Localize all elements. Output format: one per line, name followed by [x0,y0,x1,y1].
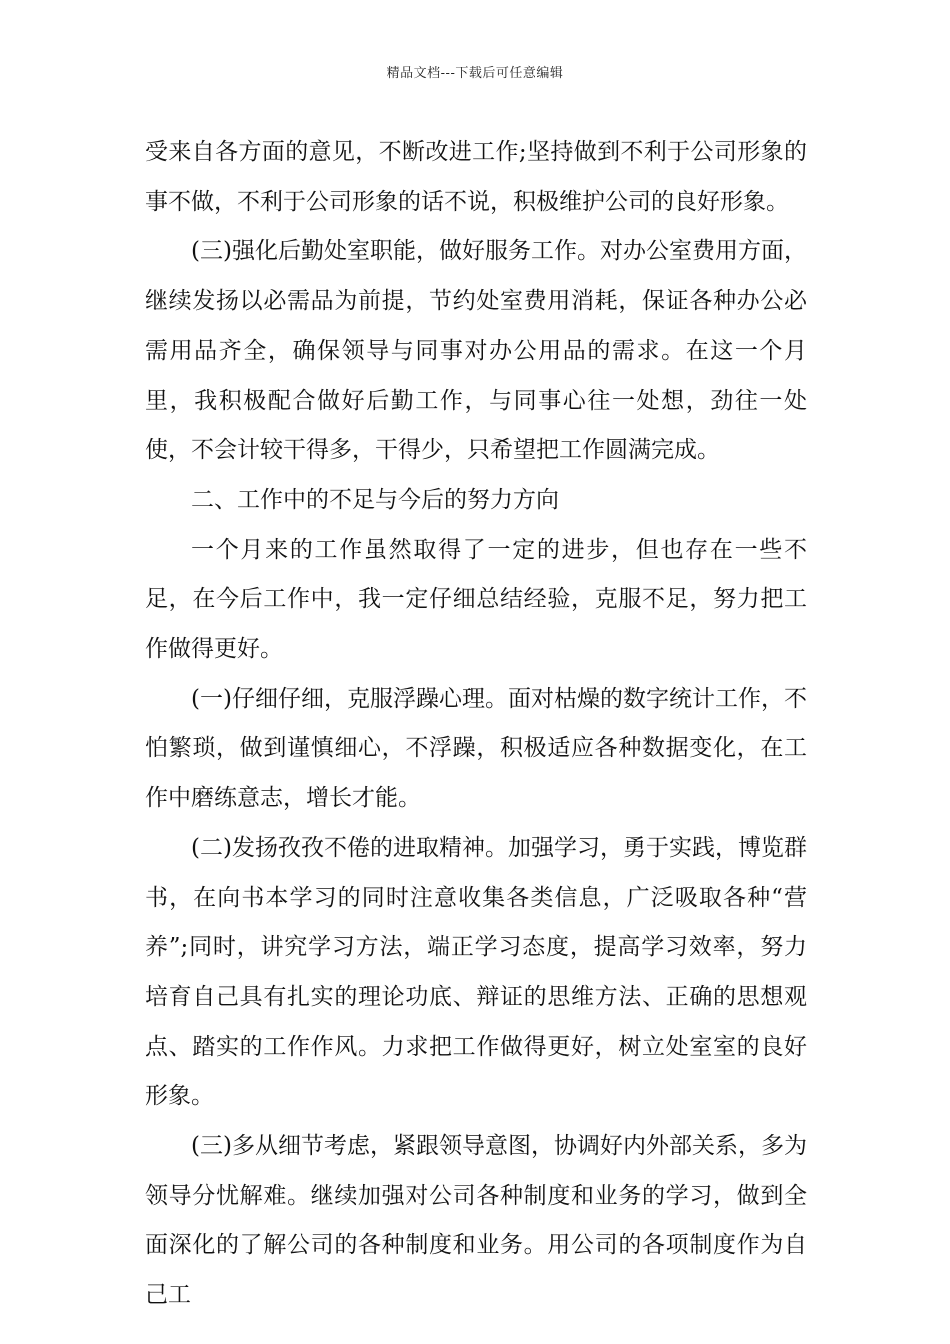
paragraph-item-three: (三)多从细节考虑，紧跟领导意图，协调好内外部关系，多为领导分忧解难。继续加强对公司各种制度和业务的学习，做到全面深化的了解公司的各种制度和业务。用公司的各项制度作为自己工 [145,1133,807,1309]
paragraph-summary: 一个月来的工作虽然取得了一定的进步，但也存在一些不足，在今后工作中，我一定仔细总结经验，克服不足，努力把工作做得更好。 [145,536,807,663]
paragraph-logistics: (三)强化后勤处室职能，做好服务工作。对办公室费用方面，继续发扬以必需品为前提，节约处室费用消耗，保证各种办公必需用品齐全，确保领导与同事对办公用品的需求。在这一个月里，我积极配合做好后勤工作，与同事心往一处想，劲往一处使，不会计较干得多，干得少，只希望把工作圆满完成。 [145,238,807,464]
paragraph-item-one: (一)仔细仔细，克服浮躁心理。面对枯燥的数字统计工作，不怕繁琐，做到谨慎细心，不浮躁，积极适应各种数据变化，在工作中磨练意志，增长才能。 [145,685,807,812]
section-heading-shortcomings: 二、工作中的不足与今后的努力方向 [191,486,559,513]
paragraph-continuation: 受来自各方面的意见，不断改进工作;坚持做到不利于公司形象的事不做，不利于公司形象的话不说，积极维护公司的良好形象。 [145,139,807,215]
paragraph-item-two: (二)发扬孜孜不倦的进取精神。加强学习，勇于实践，博览群书，在向书本学习的同时注意收集各类信息，广泛吸取各种“营养”;同时，讲究学习方法，端正学习态度，提高学习效率，努力培育自己具有扎实的理论功底、辩证的思维方法、正确的思想观点、踏实的工作作风。力求把工作做得更好，树立处室室的良好形象。 [145,834,807,1110]
page-header: 精品文档---下载后可任意编辑 [386,66,564,81]
document-body [145,128,807,1321]
